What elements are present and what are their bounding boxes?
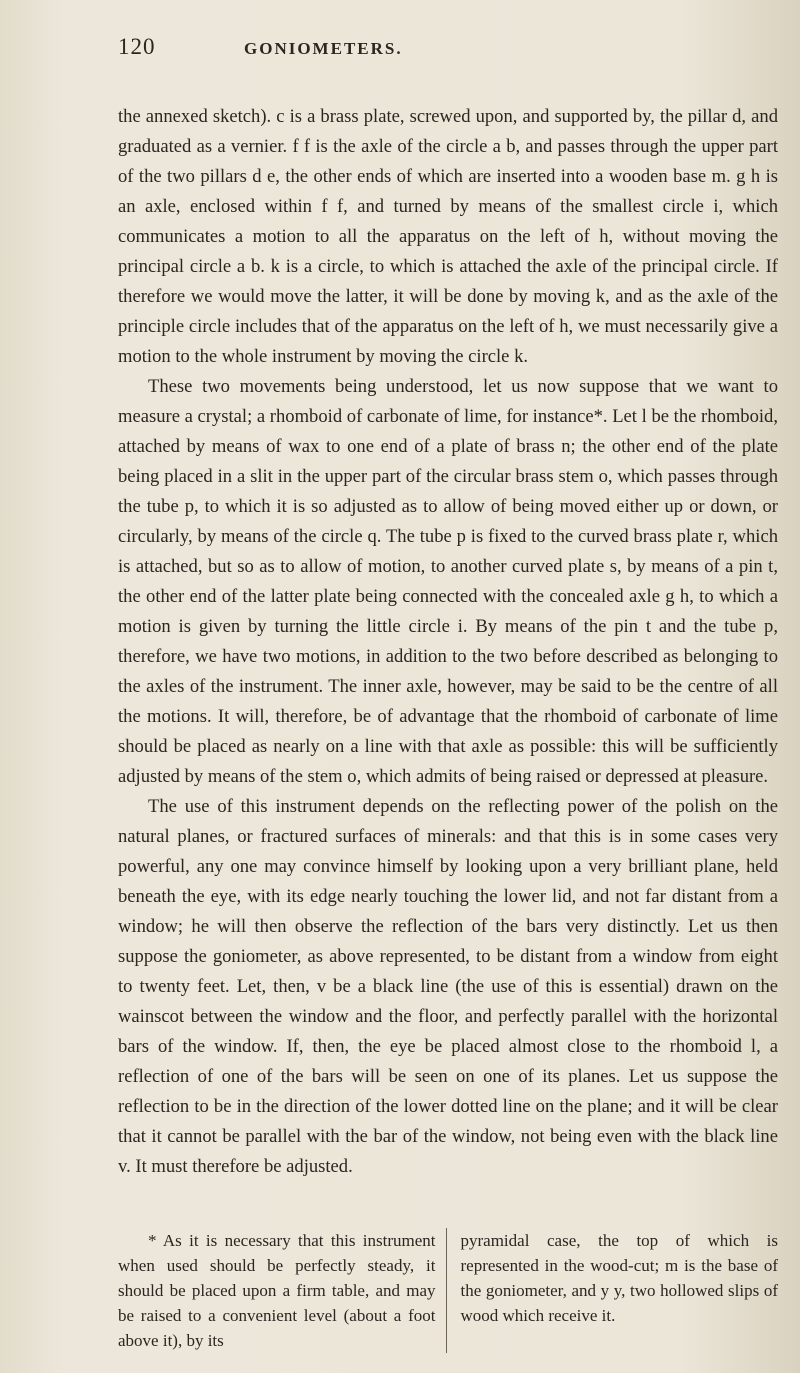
page-number: 120: [118, 34, 156, 59]
footnote-right-column: pyramidal case, the top of which is represented in the wood-cut; m is the base of the goniometer, and y y, two hollowed slips of wood which receive it.: [460, 1231, 778, 1325]
page-header: [118, 34, 778, 74]
paragraph-3: The use of this instrument depends on the reflecting power of the polish on the natural planes, or fractured surfaces of minerals: and that this is in some cases very powerful, any one may convince himself by looking upon a very brilliant plane, held beneath the eye, with its edge nearly touching the lower lid, and not far distant from a window; he will then observe the reflection of the bars very distinctly. Let us then suppose the goniometer, as above represented, to be distant from a window from eight to twenty feet. Let, then, v be a black line (the use of this is essential) drawn on the wainscot between the window and the floor, and perfectly parallel with the horizontal bars of the window. If, then, the eye be placed almost close to the rhomboid l, a reflection of one of the bars will be seen on one of its planes. Let us suppose the reflection to be in the direction of the lower dotted line on the plane; and it will be clear that it cannot be parallel with the bar of the window, not being even with the black line v. It must therefore be adjusted.: [118, 796, 778, 1177]
footnote-left-column: * As it is necessary that this instrument when used should be perfectly steady, it should be placed upon a firm table, and may be raised to a convenient level (about a foot above it), by its: [118, 1228, 447, 1353]
body-text: [118, 102, 778, 1182]
book-page: [118, 34, 778, 1353]
paragraph-1: the annexed sketch). c is a brass plate, screwed upon, and supported by, the pillar d, and graduated as a vernier. f f is the axle of the circle a b, and passes through the upper part of the two pillars d e, the other ends of which are inserted into a wooden base m. g h is an axle, enclosed within f f, and turned by means of the smallest circle i, which communicates a motion to all the apparatus on the left of h, without moving the principal circle a b. k is a circle, to which is attached the axle of the principal circle. If therefore we would move the latter, it will be done by moving k, and as the axle of the principle circle includes that of the apparatus on the left of h, we must necessarily give a motion to the whole instrument by moving the circle k.: [118, 106, 778, 367]
paragraph-2: These two movements being understood, let us now suppose that we want to measure a crystal; a rhomboid of carbonate of lime, for instance*. Let l be the rhomboid, attached by means of wax to one end of a plate of brass n; the other end of the plate being placed in a slit in the upper part of the circular brass stem o, which passes through the tube p, to which it is so adjusted as to allow of being moved either up or down, or circularly, by means of the circle q. The tube p is fixed to the curved brass plate r, which is attached, but so as to allow of motion, to another curved plate s, by means of a pin t, the other end of the latter plate being connected with the concealed axle g h, to which a motion is given by turning the little circle i. By means of the pin t and the tube p, therefore, we have two motions, in addition to the two before described as belonging to the axles of the instrument. The inner axle, however, may be said to be the centre of all the motions. It will, therefore, be of advantage that the rhomboid of carbonate of lime should be placed as nearly on a line with that axle as possible: this will be sufficiently adjusted by means of the stem o, which admits of being raised or depressed at pleasure.: [118, 376, 778, 787]
footnote: [118, 1228, 778, 1353]
running-head: GONIOMETERS.: [244, 39, 403, 58]
